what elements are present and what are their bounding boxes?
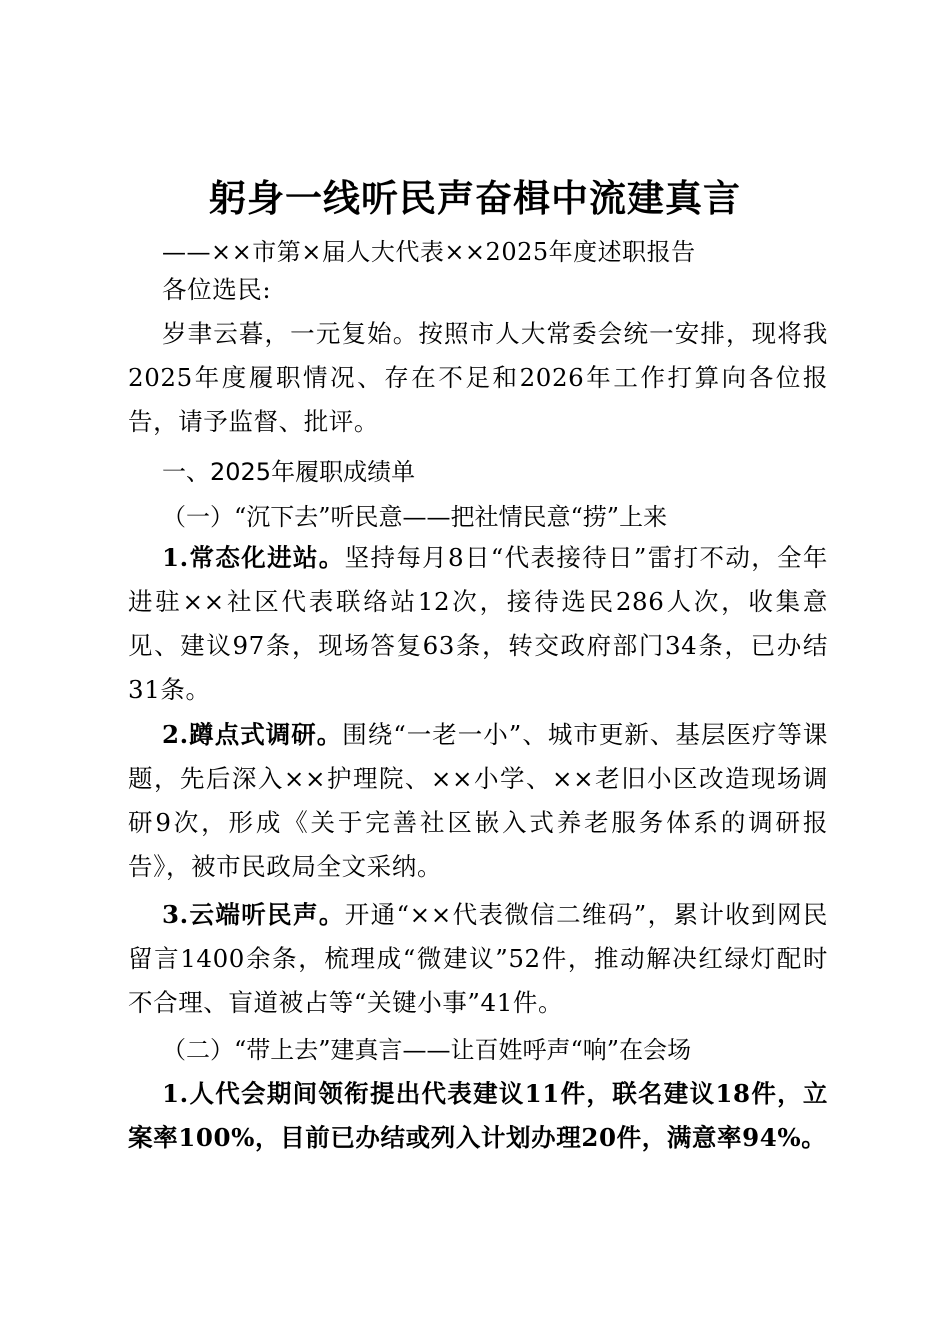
sub2-heading: （二）“带上去”建真言——让百姓呼声“响”在会场 xyxy=(162,1036,692,1064)
intro-paragraph: 岁聿云暮，一元复始。按照市人大常委会统一安排，现将我2025年度履职情况、存在不足和2026年工作打算向各位报告，请予监督、批评。 xyxy=(128,319,828,436)
salutation-block xyxy=(128,268,828,312)
item1-text: 坚持每月8日“代表接待日”雷打不动，全年进驻××社区代表联络站12次，接待选民286人次，收集意见、建议97条，现场答复63条，转交政府部门34条，已办结31条。 xyxy=(128,543,828,704)
item3-paragraph xyxy=(128,893,828,1025)
item4-block xyxy=(128,1072,828,1160)
item3-block xyxy=(128,893,828,1025)
item2-text: 围绕“一老一小”、城市更新、基层医疗等课题，先后深入××护理院、××小学、××老旧小区改造现场调研9次，形成《关于完善社区嵌入式养老服务体系的调研报告》，被市民政局全文采纳。 xyxy=(128,720,828,881)
item2-block xyxy=(128,713,828,889)
salutation: 各位选民: xyxy=(162,275,272,304)
document-title: 躬身一线听民声奋楫中流建真言 xyxy=(209,176,741,220)
document-subtitle: ——××市第×届人大代表××2025年度述职报告 xyxy=(162,238,696,266)
item2-paragraph xyxy=(128,713,828,889)
item1-block xyxy=(128,536,828,712)
item3-lead: 3.云端听民声。 xyxy=(162,900,345,929)
sub1-heading: （一）“沉下去”听民意——把社情民意“捞”上来 xyxy=(162,503,668,531)
item1-lead: 1.常态化进站。 xyxy=(162,543,345,572)
section1-heading: 一、2025年履职成绩单 xyxy=(162,458,416,486)
item1-paragraph xyxy=(128,536,828,712)
item4-paragraph: 1.人代会期间领衔提出代表建议11件，联名建议18件，立案率100%，目前已办结或列入计划办理20件，满意率94%。 xyxy=(128,1079,829,1152)
intro-block xyxy=(128,312,828,444)
item3-text: 开通“××代表微信二维码”，累计收到网民留言1400余条，梳理成“微建议”52件，推动解决红绿灯配时不合理、盲道被占等“关键小事”41件。 xyxy=(128,900,828,1017)
item2-lead: 2.蹲点式调研。 xyxy=(162,720,343,749)
